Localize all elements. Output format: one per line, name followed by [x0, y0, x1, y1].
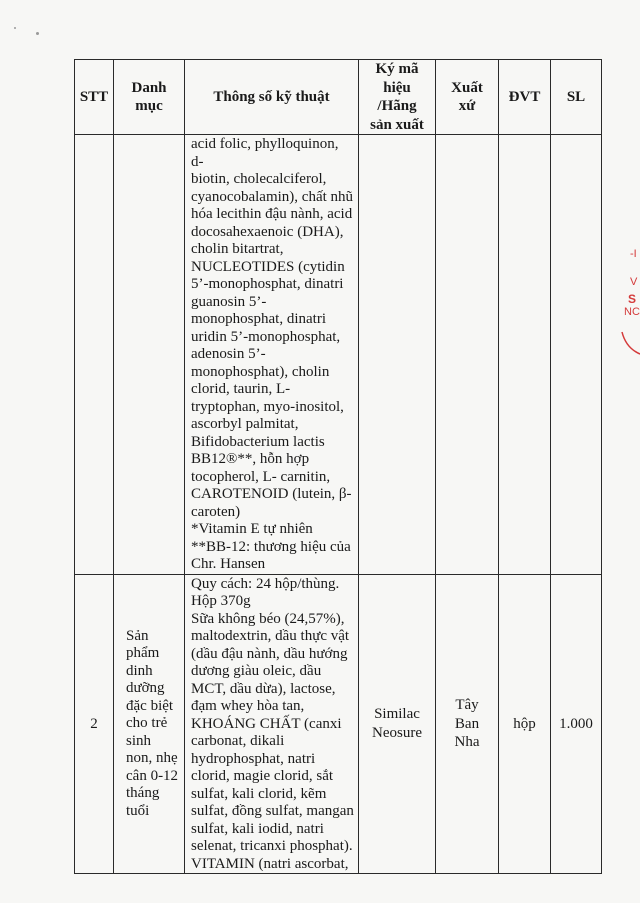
stamp-text: NC — [624, 306, 640, 318]
scan-speck — [14, 27, 16, 29]
row2-category-cell — [114, 574, 185, 874]
header-danh-muc: Danh mục — [114, 60, 185, 135]
row2-quantity: 1.000 — [559, 715, 593, 732]
row1-quantity-cell — [551, 135, 602, 575]
stamp-text: -I — [630, 248, 637, 260]
row2-origin-cell — [436, 574, 499, 874]
table-header-row — [75, 60, 602, 135]
header-xuat-xu: Xuất xứ — [436, 60, 499, 135]
scan-speck — [36, 32, 39, 35]
header-sl: SL — [551, 60, 602, 135]
row2-unit: hộp — [513, 715, 536, 732]
row1-origin-cell — [436, 135, 499, 575]
header-dvt: ĐVT — [499, 60, 551, 135]
row1-brand-cell — [359, 135, 436, 575]
header-thong-so: Thông số kỹ thuật — [185, 60, 359, 135]
row2-category: Sản phẩm dinh dưỡng đặc biệt cho trẻ sinh non, nhẹ cân 0-12 tháng tuổi — [126, 627, 179, 819]
row2-spec-cell — [185, 574, 359, 874]
row1-spec-cell — [185, 135, 359, 575]
red-stamp-fragment — [618, 248, 640, 358]
row2-stt-cell — [75, 574, 114, 874]
row2-quantity-cell — [551, 574, 602, 874]
table-row — [75, 135, 602, 575]
specification-table — [74, 59, 602, 874]
row2-spec-text: Quy cách: 24 hộp/thùng. Hộp 370g Sữa không béo (24,57%), maltodextrin, dầu thực vật (dầu đậu nành, dầu hướng dương giàu oleic, dầu MCT, dầu dừa), lactose, đạm whey hòa tan, KHOÁNG CHẤT (canxi carbonat, dikali hydrophosphat, natri clorid, magie clorid, sắt sulfat, kali clorid, kẽm sulfat, đồng sulfat, mangan sulfat, kali iodid, natri selenat, tricanxi phosphat). VITAMIN (natri ascorbat, — [191, 575, 354, 872]
row2-brand-cell — [359, 574, 436, 874]
row2-origin: Tây Ban Nha — [454, 697, 480, 750]
stamp-text: V — [630, 276, 638, 288]
row1-unit-cell — [499, 135, 551, 575]
row2-brand: Similac Neosure — [372, 706, 422, 741]
header-ky-ma-hieu: Ký mã hiệu /Hãng sản xuất — [359, 60, 436, 135]
row2-stt: 2 — [90, 715, 98, 732]
stamp-text: S — [628, 292, 637, 306]
row2-unit-cell — [499, 574, 551, 874]
table-row — [75, 574, 602, 874]
row1-stt-cell — [75, 135, 114, 575]
stamp-arc — [618, 328, 640, 358]
row1-spec-text: acid folic, phylloquinon, d- biotin, cholecalciferol, cyanocobalamin), chất nhũ hóa lecithin đậu nành, acid docosahexaenoic (DHA), cholin bitartrat, NUCLEOTIDES (cytidin 5’-monophosphat, dinatri guanosin 5’- monophosphat, dinatri uridin 5’-monophosphat, adenosin 5’- monophosphat), cholin clorid, taurin, L- tryptophan, myo-inositol, ascorbyl palmitat, Bifidobacterium lactis BB12®**, hỗn hợp tocopherol, L- carnitin, CAROTENOID (lutein, β- caroten) *Vitamin E tự nhiên **BB-12: thương hiệu của Chr. Hansen — [191, 136, 354, 572]
header-stt: STT — [75, 60, 114, 135]
row1-category-cell — [114, 135, 185, 575]
